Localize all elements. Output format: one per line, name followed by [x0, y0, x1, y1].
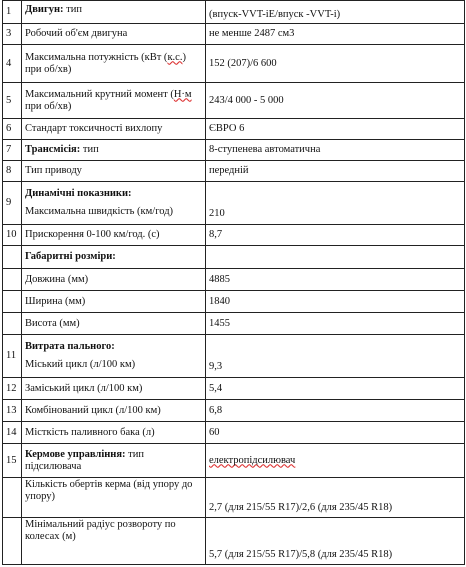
- section-heading: Динамічні показники:: [25, 188, 132, 199]
- table-row: [3, 518, 465, 565]
- row-label-part: Максимальна потужність (кВт (: [25, 51, 168, 63]
- row-value: 243/4 000 - 5 000: [206, 83, 465, 119]
- row-value-text: 2,7 (для 215/55 R17)/2,6 (для 235/45 R18): [209, 502, 393, 513]
- row-value: [206, 444, 465, 478]
- row-label-text: Міський цикл (л/100 км): [25, 359, 136, 370]
- row-number: 9: [3, 182, 22, 225]
- row-label: Місткість паливного бака (л): [22, 422, 206, 444]
- row-value: [206, 335, 465, 378]
- table-row: [3, 478, 465, 518]
- row-number: 3: [3, 24, 22, 45]
- spellcheck-word: електропідсилювач: [209, 454, 296, 466]
- table-row: [3, 291, 465, 313]
- row-value: 1455: [206, 313, 465, 335]
- row-label: Стандарт токсичності вихлопу: [22, 119, 206, 140]
- table-row: [3, 140, 465, 161]
- row-value: 60: [206, 422, 465, 444]
- section-heading: Витрата пального:: [25, 341, 115, 352]
- row-number: [3, 291, 22, 313]
- table-row: [3, 83, 465, 119]
- row-label: [22, 1, 206, 24]
- row-number: 15: [3, 444, 22, 478]
- row-value-text: 5,7 (для 215/55 R17)/5,8 (для 235/45 R18): [209, 549, 393, 560]
- row-number: 4: [3, 45, 22, 83]
- row-number: [3, 269, 22, 291]
- spellcheck-word: к.с.: [167, 51, 183, 63]
- row-value: [206, 246, 465, 269]
- row-value: 5,4: [206, 378, 465, 400]
- row-value: 1840: [206, 291, 465, 313]
- row-value: не менше 2487 см3: [206, 24, 465, 45]
- row-number: 13: [3, 400, 22, 422]
- table-row: [3, 422, 465, 444]
- table-row: [3, 335, 465, 378]
- row-label-part: Максимальний крутний момент (: [25, 88, 174, 100]
- row-value-text: 9,3: [209, 361, 223, 372]
- row-value: [206, 478, 465, 518]
- row-value-text: 210: [209, 208, 225, 219]
- row-number: 11: [3, 335, 22, 378]
- row-number: [3, 246, 22, 269]
- table-row: [3, 182, 465, 225]
- row-value: [206, 518, 465, 565]
- row-label: Кількість обертів керма (від упору до упору): [22, 478, 206, 518]
- table-row: [3, 246, 465, 269]
- row-label-part: при об/хв): [25, 100, 72, 112]
- row-number: 10: [3, 225, 22, 246]
- table-row: [3, 24, 465, 45]
- row-number: 12: [3, 378, 22, 400]
- row-value: 152 (207)/6 600: [206, 45, 465, 83]
- row-value: 4885: [206, 269, 465, 291]
- row-label: Мінімальний радіус розвороту по колесах (м): [22, 518, 206, 565]
- row-number: 8: [3, 161, 22, 182]
- table-row: [3, 313, 465, 335]
- row-label: Тип приводу: [22, 161, 206, 182]
- row-number: 1: [3, 1, 22, 24]
- table-row: [3, 119, 465, 140]
- table-row: [3, 45, 465, 83]
- row-label: [22, 444, 206, 478]
- table-row: [3, 1, 465, 24]
- row-label: Прискорення 0-100 км/год. (с): [22, 225, 206, 246]
- row-label: Довжина (мм): [22, 269, 206, 291]
- table-row: [3, 161, 465, 182]
- table-row: [3, 378, 465, 400]
- row-label: [22, 45, 206, 83]
- section-heading: Габаритні розміри:: [22, 246, 206, 269]
- row-label-rest: тип: [80, 144, 99, 155]
- row-value: 6,8: [206, 400, 465, 422]
- row-value-text: (впуск-VVT-iE/впуск -VVT-i): [209, 9, 341, 20]
- row-value: передній: [206, 161, 465, 182]
- row-label-rest: тип: [63, 4, 82, 15]
- row-number: [3, 313, 22, 335]
- row-value: [206, 182, 465, 225]
- row-value: ЄВРО 6: [206, 119, 465, 140]
- table-row: [3, 400, 465, 422]
- row-number: [3, 478, 22, 518]
- row-label: [22, 140, 206, 161]
- row-value: 8,7: [206, 225, 465, 246]
- row-label: Ширина (мм): [22, 291, 206, 313]
- row-label: [22, 182, 206, 225]
- row-label: Висота (мм): [22, 313, 206, 335]
- table-row: [3, 225, 465, 246]
- row-number: 5: [3, 83, 22, 119]
- row-label: Заміський цикл (л/100 км): [22, 378, 206, 400]
- row-number: 14: [3, 422, 22, 444]
- row-value: [206, 1, 465, 24]
- row-label-bold: Двигун:: [25, 4, 64, 15]
- row-value: 8-ступенева автоматична: [206, 140, 465, 161]
- spellcheck-word: Н·м: [173, 88, 192, 100]
- table-row: [3, 444, 465, 478]
- row-label: Комбінований цикл (л/100 км): [22, 400, 206, 422]
- row-number: 6: [3, 119, 22, 140]
- row-label: Робочий об'єм двигуна: [22, 24, 206, 45]
- row-label-bold: Кермове управління:: [25, 448, 126, 460]
- row-label-part: ) при об/хв): [25, 51, 186, 75]
- row-label: [22, 335, 206, 378]
- row-number: 7: [3, 140, 22, 161]
- row-label-rest: тип підсилювача: [25, 448, 144, 472]
- spec-table: [2, 0, 465, 565]
- row-label-text: Максимальна швидкість (км/год): [25, 206, 174, 217]
- row-number: [3, 518, 22, 565]
- row-label-bold: Трансмісія:: [25, 144, 81, 155]
- table-row: [3, 269, 465, 291]
- row-label: [22, 83, 206, 119]
